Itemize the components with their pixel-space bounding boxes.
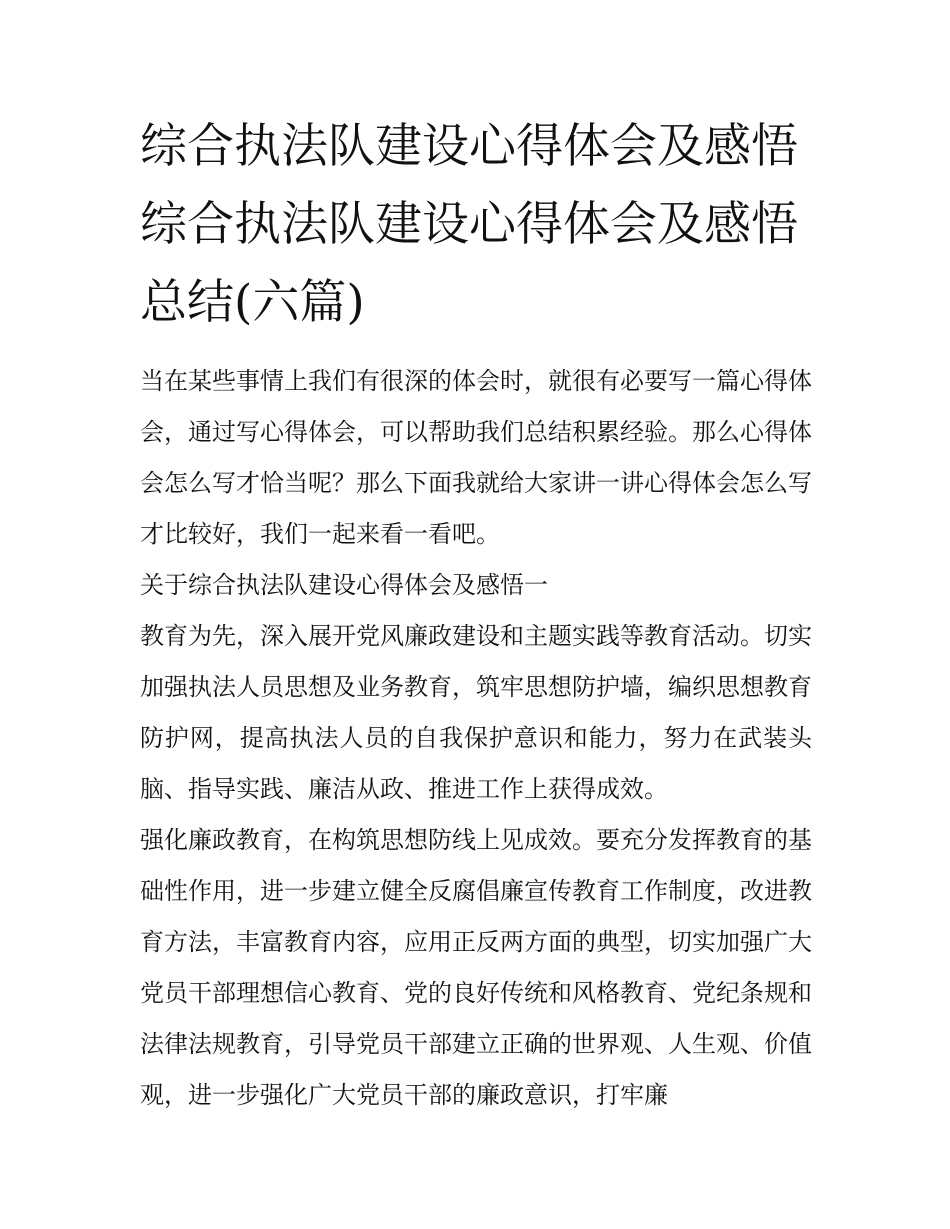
section-heading: 关于综合执法队建设心得体会及感悟一 [140, 571, 548, 599]
body-paragraph-2: 强化廉政教育，在构筑思想防线上见成效。要充分发挥教育的基础性作用，进一步建立健全反腐倡廉宣传教育工作制度，改进教育方法，丰富教育内容，应用正反两方面的典型，切实加强广大党员干部理想信心教育、党的良好传统和风格教育、党纪条规和法律法规教育，引导党员干部建立正确的世界观、人生观、价值观，进一步强化广大党员干部的廉政意识，打牢廉 [140, 826, 812, 1109]
document-page [140, 108, 812, 1121]
intro-paragraph: 当在某些事情上我们有很深的体会时，就很有必要写一篇心得体会，通过写心得体会，可以帮助我们总结积累经验。那么心得体会怎么写才恰当呢？那么下面我就给大家讲一讲心得体会怎么写才比较好，我们一起来看一看吧。 [140, 367, 812, 548]
document-title: 综合执法队建设心得体会及感悟 综合执法队建设心得体会及感悟总结(六篇) [140, 119, 798, 330]
body-paragraph-1: 教育为先，深入展开党风廉政建设和主题实践等教育活动。切实加强执法人员思想及业务教育，筑牢思想防护墙，编织思想教育防护网，提高执法人员的自我保护意识和能力，努力在武装头脑、指导实践、廉洁从政、推进工作上获得成效。 [140, 622, 812, 803]
